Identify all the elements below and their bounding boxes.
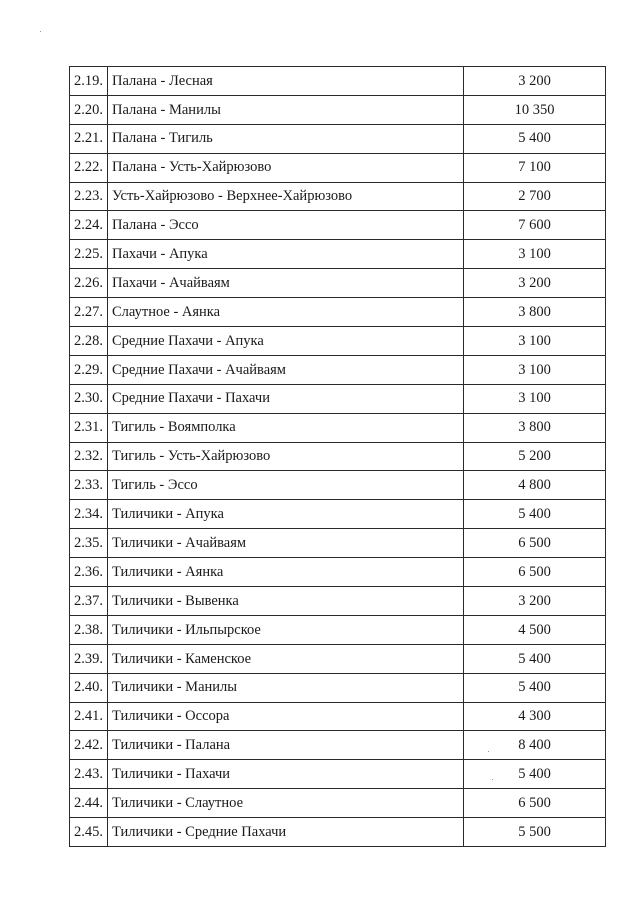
table-row [70, 327, 606, 356]
price-cell: 5 200 [464, 442, 606, 471]
route-cell: Палана - Усть-Хайрюзово [108, 153, 464, 182]
route-cell: Тигиль - Усть-Хайрюзово [108, 442, 464, 471]
row-number-cell: 2.33. [70, 471, 108, 500]
price-cell: 4 300 [464, 702, 606, 731]
row-number-cell: 2.34. [70, 500, 108, 529]
row-number-cell: 2.38. [70, 615, 108, 644]
scan-speck [40, 31, 41, 32]
route-cell: Тиличики - Ачайваям [108, 529, 464, 558]
fares-table-body [70, 67, 606, 847]
price-cell: 7 600 [464, 211, 606, 240]
route-cell: Тиличики - Аянка [108, 558, 464, 587]
route-cell: Палана - Тигиль [108, 124, 464, 153]
row-number-cell: 2.31. [70, 413, 108, 442]
row-number-cell: 2.41. [70, 702, 108, 731]
row-number-cell: 2.24. [70, 211, 108, 240]
price-cell: 4 500 [464, 615, 606, 644]
table-row [70, 644, 606, 673]
price-cell: 3 800 [464, 298, 606, 327]
row-number-cell: 2.19. [70, 67, 108, 96]
row-number-cell: 2.44. [70, 789, 108, 818]
price-cell: 10 350 [464, 95, 606, 124]
table-row [70, 500, 606, 529]
route-cell: Слаутное - Аянка [108, 298, 464, 327]
price-cell: 5 500 [464, 818, 606, 847]
route-cell: Тиличики - Пахачи [108, 760, 464, 789]
price-cell: 6 500 [464, 529, 606, 558]
row-number-cell: 2.43. [70, 760, 108, 789]
route-cell: Усть-Хайрюзово - Верхнее-Хайрюзово [108, 182, 464, 211]
route-cell: Средние Пахачи - Апука [108, 327, 464, 356]
table-row [70, 673, 606, 702]
table-row [70, 384, 606, 413]
table-row [70, 211, 606, 240]
route-cell: Тиличики - Палана [108, 731, 464, 760]
route-cell: Средние Пахачи - Пахачи [108, 384, 464, 413]
route-cell: Тиличики - Слаутное [108, 789, 464, 818]
row-number-cell: 2.28. [70, 327, 108, 356]
price-cell: 7 100 [464, 153, 606, 182]
price-cell: 3 100 [464, 240, 606, 269]
table-row [70, 413, 606, 442]
route-cell: Средние Пахачи - Ачайваям [108, 355, 464, 384]
row-number-cell: 2.21. [70, 124, 108, 153]
route-cell: Тигиль - Воямполка [108, 413, 464, 442]
row-number-cell: 2.35. [70, 529, 108, 558]
route-cell: Пахачи - Апука [108, 240, 464, 269]
row-number-cell: 2.29. [70, 355, 108, 384]
table-row [70, 702, 606, 731]
table-row [70, 818, 606, 847]
price-cell: 3 800 [464, 413, 606, 442]
price-cell: 8 400 [464, 731, 606, 760]
route-cell: Палана - Эссо [108, 211, 464, 240]
price-cell: 4 800 [464, 471, 606, 500]
row-number-cell: 2.36. [70, 558, 108, 587]
price-cell: 6 500 [464, 558, 606, 587]
table-row [70, 587, 606, 616]
price-cell: 3 100 [464, 327, 606, 356]
row-number-cell: 2.32. [70, 442, 108, 471]
route-cell: Палана - Лесная [108, 67, 464, 96]
route-cell: Тигиль - Эссо [108, 471, 464, 500]
price-cell: 3 100 [464, 355, 606, 384]
route-cell: Тиличики - Ильпырское [108, 615, 464, 644]
fares-table [69, 66, 606, 847]
row-number-cell: 2.23. [70, 182, 108, 211]
table-row [70, 67, 606, 96]
route-cell: Тиличики - Апука [108, 500, 464, 529]
table-row [70, 124, 606, 153]
price-cell: 5 400 [464, 500, 606, 529]
table-row [70, 442, 606, 471]
row-number-cell: 2.27. [70, 298, 108, 327]
route-cell: Пахачи - Ачайваям [108, 269, 464, 298]
table-row [70, 269, 606, 298]
row-number-cell: 2.42. [70, 731, 108, 760]
route-cell: Тиличики - Манилы [108, 673, 464, 702]
table-row [70, 240, 606, 269]
table-row [70, 789, 606, 818]
row-number-cell: 2.40. [70, 673, 108, 702]
table-row [70, 471, 606, 500]
table-row [70, 558, 606, 587]
table-row [70, 355, 606, 384]
price-cell: 5 400 [464, 644, 606, 673]
price-cell: 2 700 [464, 182, 606, 211]
table-row [70, 153, 606, 182]
price-cell: 3 200 [464, 67, 606, 96]
route-cell: Палана - Манилы [108, 95, 464, 124]
table-row [70, 615, 606, 644]
route-cell: Тиличики - Средние Пахачи [108, 818, 464, 847]
price-cell: 6 500 [464, 789, 606, 818]
price-cell: 5 400 [464, 760, 606, 789]
row-number-cell: 2.25. [70, 240, 108, 269]
table-row [70, 529, 606, 558]
price-cell: 3 200 [464, 269, 606, 298]
route-cell: Тиличики - Вывенка [108, 587, 464, 616]
price-cell: 3 200 [464, 587, 606, 616]
route-cell: Тиличики - Каменское [108, 644, 464, 673]
table-row [70, 731, 606, 760]
price-cell: 5 400 [464, 124, 606, 153]
row-number-cell: 2.20. [70, 95, 108, 124]
row-number-cell: 2.22. [70, 153, 108, 182]
table-row [70, 182, 606, 211]
row-number-cell: 2.45. [70, 818, 108, 847]
table-row [70, 95, 606, 124]
row-number-cell: 2.26. [70, 269, 108, 298]
row-number-cell: 2.39. [70, 644, 108, 673]
price-cell: 3 100 [464, 384, 606, 413]
row-number-cell: 2.30. [70, 384, 108, 413]
route-cell: Тиличики - Оссора [108, 702, 464, 731]
price-cell: 5 400 [464, 673, 606, 702]
table-row [70, 298, 606, 327]
row-number-cell: 2.37. [70, 587, 108, 616]
table-row [70, 760, 606, 789]
